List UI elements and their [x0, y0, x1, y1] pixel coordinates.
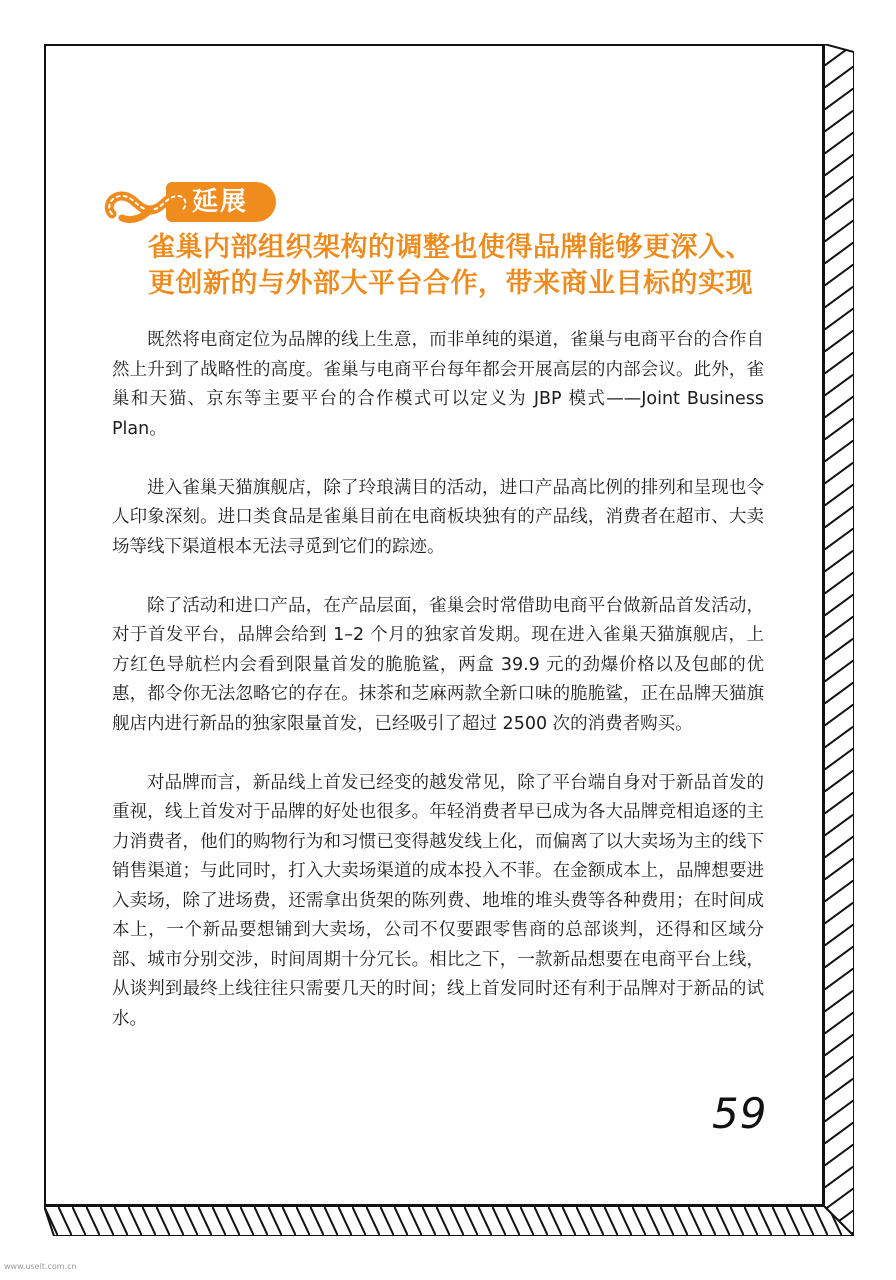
frame-depth-bottom — [44, 1206, 854, 1236]
headline-line-2: 更创新的与外部大平台合作，带来商业目标的实现 — [148, 268, 753, 299]
paragraph: 进入雀巢天猫旗舰店，除了玲琅满目的活动，进口产品高比例的排列和呈现也令人印象深刻。进口类食品是雀巢目前在电商板块独有的产品线，消费者在超市、大卖场等线下渠道根本无法寻觅到它们的踪迹。 — [112, 477, 764, 557]
paragraph: 除了活动和进口产品，在产品层面，雀巢会时常借助电商平台做新品首发活动，对于首发平台，品牌会给到 1–2 个月的独家首发期。现在进入雀巢天猫旗舰店，上方红色导航栏内会看到限量首发的脆脆鲨，两盒 39.9 元的劲爆价格以及包邮的优惠，都令你无法忽略它的存在。抹茶和芝麻两款全新口味的脆脆鲨，正在品牌天猫旗舰店内进行新品的独家限量首发，已经吸引了超过 2500 次的消费者购买。 — [112, 595, 764, 734]
page-number: 59 — [712, 1089, 768, 1138]
headline-line-1: 雀巢内部组织架构的调整也使得品牌能够更深入、 — [148, 232, 753, 263]
body-text — [112, 326, 764, 1064]
frame-depth-right — [824, 44, 854, 1236]
extension-badge — [104, 178, 279, 226]
paragraph: 对品牌而言，新品线上首发已经变的越发常见，除了平台端自身对于新品首发的重视，线上首发对于品牌的好处也很多。年轻消费者早已成为各大品牌竞相追逐的主力消费者，他们的购物行为和习惯已变得越发线上化，而偏离了以大卖场为主的线下销售渠道；与此同时，打入大卖场渠道的成本投入不菲。在金额成本上，品牌想要进入卖场，除了进场费，还需拿出货架的陈列费、地堆的堆头费等各种费用；在时间成本上，一个新品要想铺到大卖场，公司不仅要跟零售商的总部谈判，还得和区域分部、城市分别交涉，时间周期十分冗长。相比之下，一款新品想要在电商平台上线，从谈判到最终上线往往只需要几天的时间；线上首发同时还有利于品牌对于新品的试水。 — [112, 772, 764, 1029]
badge-label: 延展 — [192, 187, 249, 217]
watermark: www.uselt.com.cn — [4, 1262, 77, 1271]
paragraph: 既然将电商定位为品牌的线上生意，而非单纯的渠道，雀巢与电商平台的合作自然上升到了战略性的高度。雀巢与电商平台每年都会开展高层的内部会议。此外，雀巢和天猫、京东等主要平台的合作模式可以定义为 JBP 模式——Joint Business Plan。 — [112, 330, 764, 439]
infinity-loop-icon — [104, 178, 188, 226]
section-headline — [148, 230, 768, 302]
